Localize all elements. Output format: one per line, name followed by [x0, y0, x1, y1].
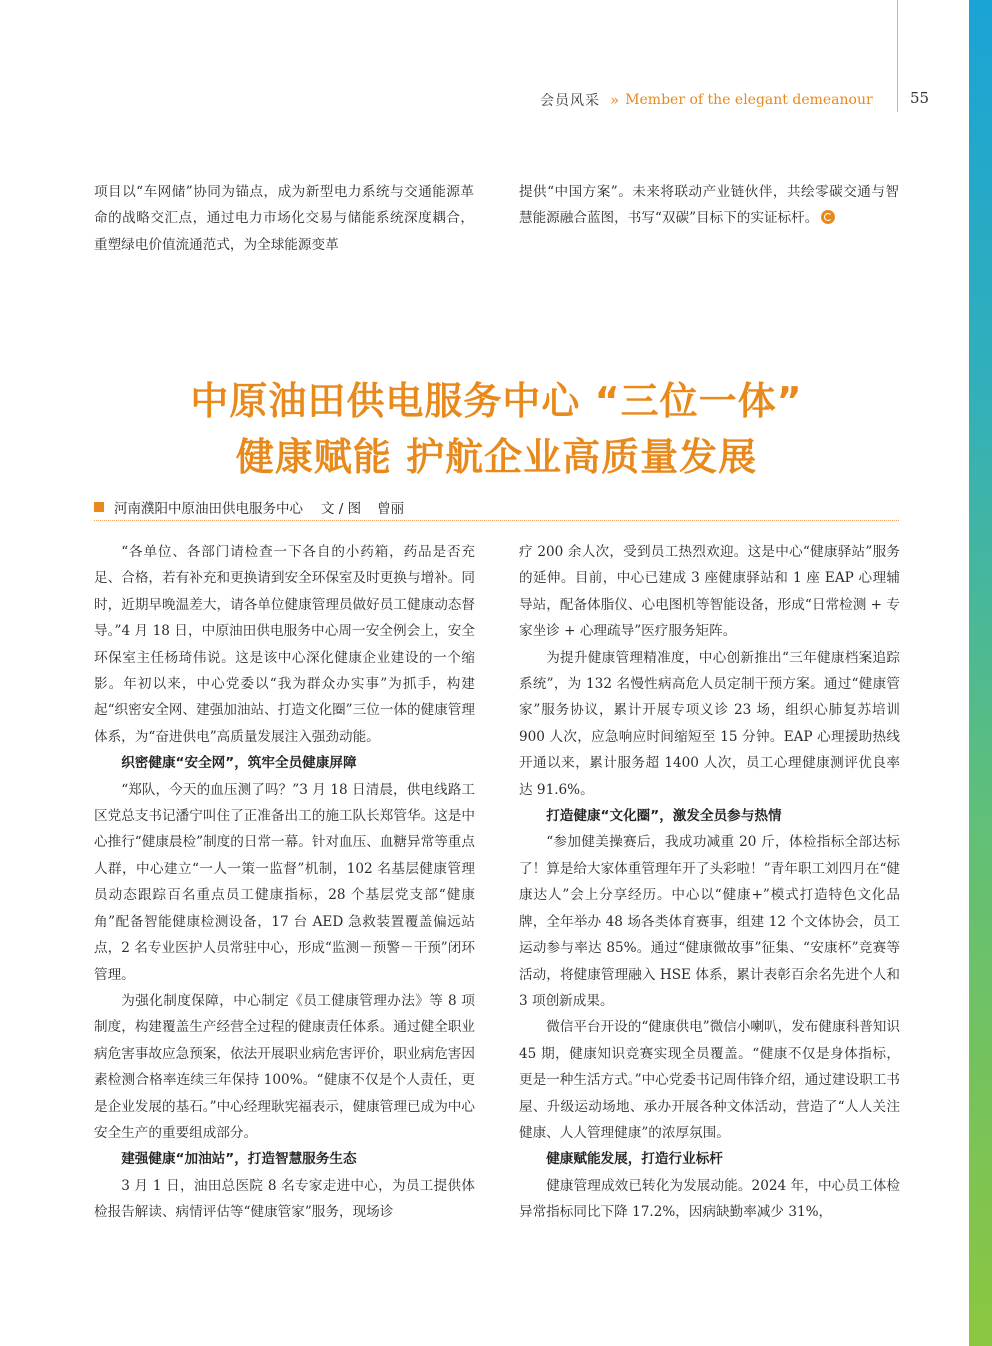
section-heading: 健康赋能发展，打造行业标杆: [546, 1151, 723, 1168]
paragraph: 健康管理成效已转化为发展动能。2024 年，中心员工体检异常指标同比下降 17.2%，因病缺勤率减少 31%，: [519, 1177, 900, 1221]
article-title-line1: 中原油田供电服务中心 “三位一体”: [190, 379, 803, 423]
paragraph: “参加健美操赛后，我成功减重 20 斤，体检指标全部达标了！算是给大家体重管理年开了头彩啦！”青年职工刘四月在“健康达人”会上分享经历。中心以“健康+”模式打造特色文化品牌，全年举办 48 场各类体育赛事，组建 12 个文体协会，员工运动参与率达 85%。通过“健康微故事”征集、“安康杯”竞赛等活动，将健康管理融入 HSE 体系，累计表彰百余名先进个人和 3 项创新成果。: [519, 834, 900, 1009]
section-heading: 打造健康“文化圈”，激发全员参与热情: [546, 808, 782, 825]
section-heading: 织密健康“安全网”，筑牢全员健康屏障: [121, 755, 357, 772]
square-bullet-icon: [94, 502, 104, 512]
header-section: 会员风采: [540, 93, 600, 109]
header-divider: [897, 0, 898, 112]
page-number: 55: [910, 89, 930, 107]
paragraph: 为提升健康管理精准度，中心创新推出“三年健康档案追踪系统”，为 132 名慢性病高危人员定制干预方案。通过“健康管家”服务协议，累计开展专项义诊 23 场，组织心肺复苏培训 900 人次，应急响应时间缩短至 15 分钟。EAP 心理援助热线开通以来，累计服务超 1400 人次，员工心理健康测评优良率达 91.6%。: [519, 649, 900, 798]
paragraph: 微信平台开设的“健康供电”微信小喇叭，发布健康科普知识 45 期，健康知识竞赛实现全员覆盖。“健康不仅是身体指标，更是一种生活方式。”中心党委书记周伟锋介绍，通过建设职工书屋、升级运动场地、承办开展各种文体活动，营造了“人人关注健康、人人管理健康”的浓厚氛围。: [519, 1019, 900, 1141]
article-column-right: [519, 539, 900, 1226]
section-heading: 建强健康“加油站”，打造智慧服务生态: [121, 1151, 357, 1168]
header-subtitle: Member of the elegant demeanour: [625, 92, 873, 108]
article-column-left: [94, 539, 475, 1226]
dotted-divider: [94, 520, 899, 521]
end-mark-icon: [821, 210, 835, 224]
article-title-line2: 健康赋能 护航企业高质量发展: [235, 435, 758, 479]
paragraph: 3 月 1 日，油田总医院 8 名专家走进中心，为员工提供体检报告解读、病情评估等“健康管家”服务，现场诊: [94, 1177, 475, 1221]
paragraph: “郑队，今天的血压测了吗？”3 月 18 日清晨，供电线路工区党总支书记潘宁叫住了正准备出工的施工队长郑管华。这是中心推行“健康晨检”制度的日常一幕。针对血压、血糖异常等重点人群，中心建立“一人一策一监督”机制，102 名基层健康管理员动态跟踪百名重点员工健康指标，28 个基层党支部“健康角”配备智能健康检测设备，17 台 AED 急救装置覆盖偏远站点，2 名专业医护人员常驻中心，形成“监测－预警－干预”闭环管理。: [94, 781, 475, 983]
byline-author: 曾丽: [377, 501, 405, 517]
paragraph: 为强化制度保障，中心制定《员工健康管理办法》等 8 项制度，构建覆盖生产经营全过程的健康责任体系。通过健全职业病危害事故应急预案，依法开展职业病危害评价，职业病危害因素检测合格率连续三年保持 100%。“健康不仅是个人责任，更是企业发展的基石。”中心经理耿宪福表示，健康管理已成为中心安全生产的重要组成部分。: [94, 992, 475, 1141]
paragraph: 项目以“车网储”协同为锚点，成为新型电力系统与交通能源革命的战略交汇点，通过电力市场化交易与储能系统深度耦合，重塑绿电价值流通范式，为全球能源变革: [94, 184, 474, 253]
continued-text-right: [519, 179, 899, 232]
byline-organization: 河南濮阳中原油田供电服务中心: [114, 501, 303, 517]
paragraph: “各单位、各部门请检查一下各自的小药箱，药品是否充足、合格，若有补充和更换请到安全环保室及时更换与增补。同时，近期早晚温差大，请各单位健康管理员做好员工健康动态督导。”4 月 18 日，中原油田供电服务中心周一安全例会上，安全环保室主任杨琦伟说。这是该中心深化健康企业建设的一个缩影。年初以来，中心党委以“我为群众办实事”为抓手，构建起“织密安全网、建强加油站、打造文化圈”三位一体的健康管理体系，为“奋进供电”高质量发展注入强劲动能。: [94, 544, 475, 745]
decorative-side-bar: [969, 0, 992, 1346]
continued-text-left: [94, 179, 474, 258]
paragraph: 提供“中国方案”。未来将联动产业链伙伴，共绘零碳交通与智慧能源融合蓝图，书写“双碳”目标下的实证标杆。: [519, 184, 899, 227]
paragraph: 疗 200 余人次，受到员工热烈欢迎。这是中心“健康驿站”服务的延伸。目前，中心已建成 3 座健康驿站和 1 座 EAP 心理辅导站，配备体脂仪、心电图机等智能设备，形成“日常检测 + 专家坐诊 + 心理疏导”医疗服务矩阵。: [519, 544, 900, 640]
byline: [94, 496, 404, 518]
page-header: [540, 89, 930, 111]
chevron-icon: »: [610, 91, 620, 109]
byline-role: 文 / 图: [321, 501, 362, 517]
